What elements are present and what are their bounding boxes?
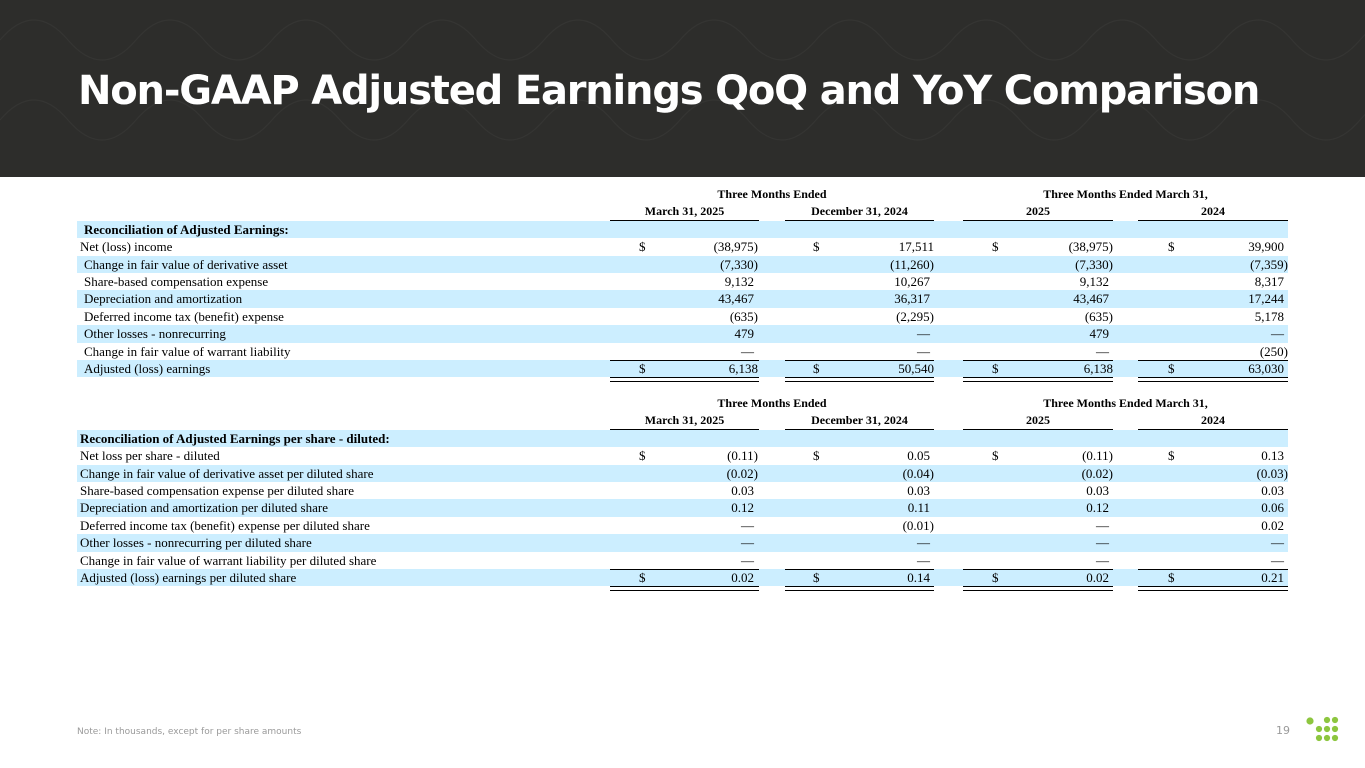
page-number: 19 [1276,724,1290,737]
row-label: Depreciation and amortization per diluted share [80,500,328,516]
row-label: Change in fair value of warrant liability per diluted share [80,552,377,568]
cell-value: 43,467 [1073,291,1109,307]
row-label: Adjusted (loss) earnings per diluted share [80,569,297,585]
row-label: Change in fair value of derivative asset per diluted share [80,465,374,481]
cell-value: 0.13 [1261,448,1284,464]
cell-value: (0.02) [1081,465,1113,481]
cell-value: 63,030 [1248,360,1284,376]
currency-symbol: $ [813,239,820,255]
period-header: March 31, 2025 [610,203,759,220]
currency-symbol: $ [813,448,820,464]
cell-value: (635) [1084,308,1113,324]
total-double-rule [785,586,934,591]
cell-value: 17,244 [1248,291,1284,307]
cell-value: 0.11 [907,500,930,516]
cell-value: (11,260) [890,256,934,272]
period-header: 2025 [963,412,1113,429]
row-label: Other losses - nonrecurring per diluted share [80,535,312,551]
cell-value: 39,900 [1248,239,1284,255]
currency-symbol: $ [992,448,999,464]
cell-value: 0.03 [731,482,754,498]
total-double-rule [963,586,1113,591]
total-double-rule [963,377,1113,382]
cell-value: 9,132 [1079,273,1109,289]
table-row [77,325,1288,342]
currency-symbol: $ [1168,360,1175,376]
cell-value: 0.02 [1086,569,1109,585]
row-label: Deferred income tax (benefit) expense per diluted share [80,517,370,533]
cell-value: (0.11) [1082,448,1113,464]
cell-value: (7,330) [1075,256,1113,272]
table-row [77,534,1288,551]
period-header: 2025 [963,203,1113,220]
section-header-row [77,430,1288,447]
group-header-row [77,395,1288,412]
cell-value: — [741,535,754,551]
row-label: Net (loss) income [80,239,173,255]
adjusted-earnings-table [77,186,1288,377]
cell-value: 0.06 [1261,500,1284,516]
section-label: Reconciliation of Adjusted Earnings per share - diluted: [80,430,390,446]
row-label: Net loss per share - diluted [80,448,220,464]
currency-symbol: $ [639,569,646,585]
cell-value: (0.04) [902,465,934,481]
cell-value: (38,975) [713,239,758,255]
cell-value: 0.03 [1086,482,1109,498]
cell-value: 10,267 [894,273,930,289]
cell-value: — [1096,535,1109,551]
period-header-row [77,412,1288,429]
cell-value: 43,467 [718,291,754,307]
cell-value: — [741,517,754,533]
row-label: Share-based compensation expense [84,273,269,289]
slide-header [0,0,1365,177]
cell-value: 0.12 [731,500,754,516]
footnote: Note: In thousands, except for per share amounts [77,727,302,737]
cell-value: 0.12 [1086,500,1109,516]
row-label: Change in fair value of warrant liability [84,343,291,359]
table-row [77,482,1288,499]
cell-value: (250) [1259,343,1288,359]
cell-value: — [1096,517,1109,533]
cell-value: 479 [1089,326,1109,342]
cell-value: (7,330) [720,256,758,272]
currency-symbol: $ [639,360,646,376]
currency-symbol: $ [992,239,999,255]
adjusted-eps-table [77,395,1288,586]
table-row [77,238,1288,255]
cell-value: — [1096,552,1109,568]
cell-value: 6,138 [728,360,758,376]
cell-value: 17,511 [898,239,934,255]
period-header-row [77,203,1288,220]
cell-value: — [1271,535,1284,551]
cell-value: 9,132 [724,273,754,289]
cell-value: — [741,552,754,568]
cell-value: — [917,552,930,568]
group-header-yoy: Three Months Ended March 31, [1043,187,1208,201]
company-logo-icon [1306,716,1340,744]
total-row [77,569,1288,586]
cell-value: 50,540 [898,360,934,376]
cell-value: 479 [734,326,754,342]
cell-value: — [741,343,754,359]
cell-value: — [917,343,930,359]
cell-value: 0.21 [1261,569,1284,585]
currency-symbol: $ [1168,569,1175,585]
cell-value: (2,295) [896,308,934,324]
currency-symbol: $ [992,360,999,376]
currency-symbol: $ [639,239,646,255]
cell-value: — [917,326,930,342]
cell-value: (0.11) [727,448,758,464]
cell-value: 6,138 [1083,360,1113,376]
total-double-rule [1138,586,1288,591]
currency-symbol: $ [813,360,820,376]
cell-value: (38,975) [1068,239,1113,255]
period-header: December 31, 2024 [785,203,934,220]
cell-value: 0.03 [907,482,930,498]
slide-title: Non-GAAP Adjusted Earnings QoQ and YoY Comparison [78,68,1260,114]
period-header: December 31, 2024 [785,412,934,429]
cell-value: — [1271,326,1284,342]
period-header: March 31, 2025 [610,412,759,429]
row-label: Depreciation and amortization [84,291,243,307]
cell-value: 8,317 [1254,273,1284,289]
table-row [77,273,1288,290]
cell-value: (635) [729,308,758,324]
group-header-row [77,186,1288,203]
total-double-rule [610,586,759,591]
section-header-row [77,221,1288,238]
table-row [77,499,1288,516]
total-double-rule [610,377,759,382]
table-row [77,290,1288,307]
cell-value: 5,178 [1254,308,1284,324]
cell-value: 0.03 [1261,482,1284,498]
table-row [77,447,1288,464]
total-double-rule [785,377,934,382]
table-row [77,308,1288,325]
period-header: 2024 [1138,203,1288,220]
total-double-rule [1138,377,1288,382]
cell-value: (0.02) [726,465,758,481]
period-header: 2024 [1138,412,1288,429]
row-label: Adjusted (loss) earnings [84,360,211,376]
table-row [77,517,1288,534]
group-header-yoy: Three Months Ended March 31, [1043,396,1208,410]
table-row [77,256,1288,273]
group-header-qoq: Three Months Ended [717,187,827,201]
currency-symbol: $ [813,569,820,585]
row-label: Deferred income tax (benefit) expense [84,308,284,324]
currency-symbol: $ [1168,448,1175,464]
cell-value: 0.02 [1261,517,1284,533]
table-row [77,343,1288,360]
currency-symbol: $ [1168,239,1175,255]
row-label: Other losses - nonrecurring [84,326,226,342]
cell-value: — [917,535,930,551]
currency-symbol: $ [992,569,999,585]
cell-value: (7,359) [1250,256,1288,272]
row-label: Change in fair value of derivative asset [84,256,288,272]
cell-value: (0.01) [902,517,934,533]
cell-value: 0.05 [907,448,930,464]
group-header-qoq: Three Months Ended [717,396,827,410]
currency-symbol: $ [639,448,646,464]
cell-value: (0.03) [1256,465,1288,481]
cell-value: — [1096,343,1109,359]
cell-value: 0.02 [731,569,754,585]
section-label: Reconciliation of Adjusted Earnings: [84,221,289,237]
row-label: Share-based compensation expense per diluted share [80,482,354,498]
cell-value: 0.14 [907,569,930,585]
total-row [77,360,1288,377]
table-row [77,552,1288,569]
cell-value: 36,317 [894,291,930,307]
table-row [77,465,1288,482]
cell-value: — [1271,552,1284,568]
